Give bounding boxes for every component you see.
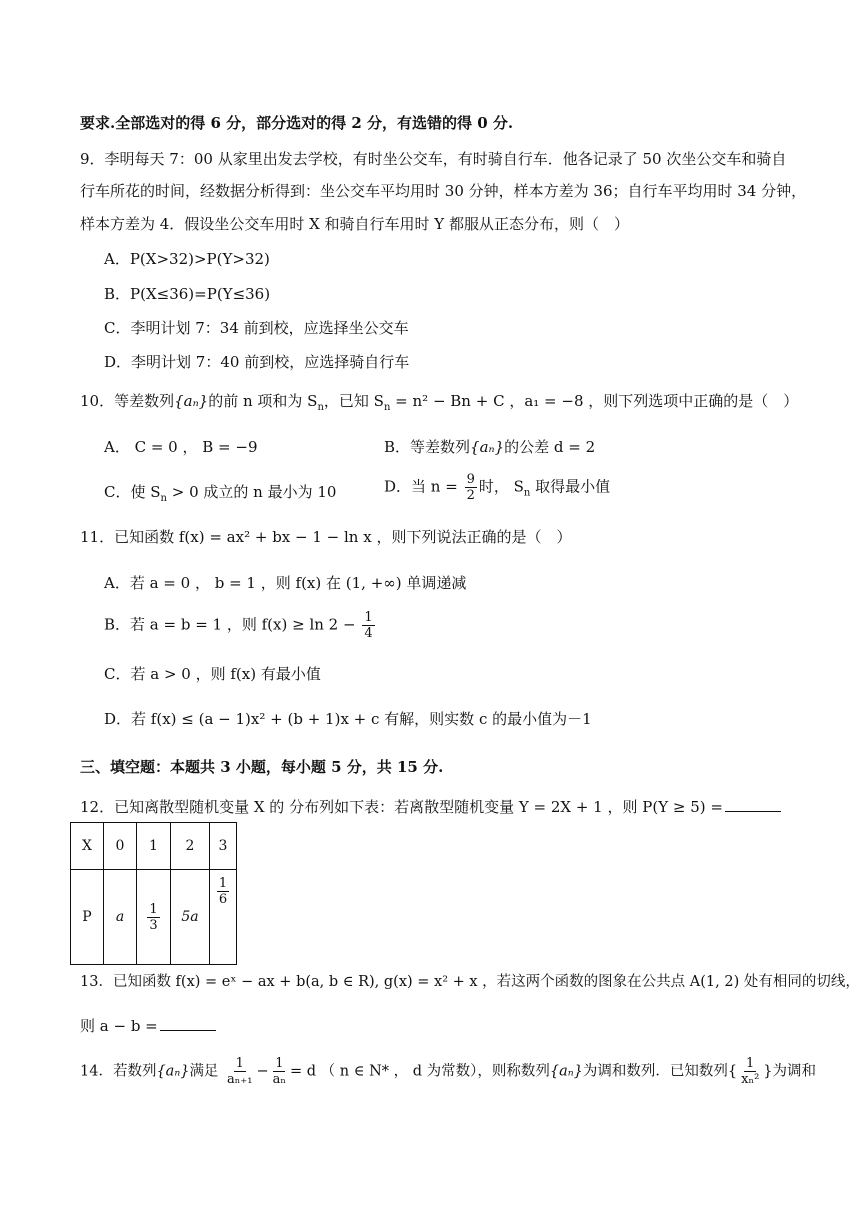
q10-stem: 10．等差数列{aₙ}的前 n 项和为 $S_n$，已知 $S_n = n^2 - Bn + C$ ，a₁ = −8 ，则下列选项中正确的是（ ）	[80, 392, 799, 413]
q9-option-c: C．李明计划 7：34 前到校，应选择坐公交车	[104, 319, 409, 337]
table-cell: X	[71, 823, 104, 870]
table-cell: $\frac{1}{3}$	[137, 870, 171, 965]
q13-line-1: 13．已知函数 f(x) = eˣ − ax + b(a, b ∈ R), g(x) = x² + x ，若这两个函数的图象在公共点 A(1, 2) 处有相同的切线，	[80, 974, 860, 990]
q10-option-a: A． C = 0 ， B = −9	[104, 438, 258, 456]
q12-stem: 12．已知离散型随机变量 X 的 分布列如下表：若离散型随机变量 Y = 2X + 1 ，则 P(Y ≥ 5) =	[80, 797, 781, 817]
table-cell: 5a	[171, 870, 210, 965]
section-3-heading: 三、填空题：本题共 3 小题，每小题 5 分，共 15 分.	[80, 758, 444, 776]
q9-option-b: B．P(X≤36)=P(Y≤36)	[104, 285, 271, 303]
table-cell: 2	[171, 823, 210, 870]
q10-option-c: C．使 $S_n > 0$ 成立的 n 最小为 10	[104, 483, 337, 504]
fraction-1-over-x-n-squared: $\frac{1}{\text{xₙ²}}$	[741, 1056, 760, 1087]
q9-line-3: 样本方差为 4．假设坐公交车用时 X 和骑自行车用时 Y 都服从正态分布，则（ ）	[80, 215, 629, 233]
answer-blank	[160, 1016, 216, 1031]
scoring-requirement: 要求.全部选对的得 6 分，部分选对的得 2 分，有选错的得 0 分.	[80, 114, 514, 132]
fraction-1-over-4: $\frac{1}{4}$	[364, 610, 373, 641]
table-cell: a	[104, 870, 137, 965]
fraction-1-over-a-n-plus-1: $\frac{1}{\text{aₙ₊₁}}$	[227, 1056, 253, 1087]
q14-stem: 14．若数列{aₙ}满足 $\frac{1}{\text{aₙ₊₁}}$ − $\frac{1}{\text{aₙ}}$ = d （ n ∈ N* ， d 为常数），则称数列{aₙ}为调和数列．已知数列{ $\frac{1}{\text{xₙ²}}$ }为调和	[80, 1056, 817, 1087]
table-cell: 0	[104, 823, 137, 870]
q11-option-d: D．若 f(x) ≤ (a − 1)x² + (b + 1)x + c 有解，则实数 c 的最小值为－1	[104, 710, 592, 728]
q10-option-d: D．当 n = $\frac{9}{2}$ 时， $S_n$ 取得最小值	[384, 472, 611, 503]
q10-option-b: B．等差数列{aₙ}的公差 d = 2	[384, 438, 596, 456]
q9-line-2: 行车所花的时间，经数据分析得到：坐公交车平均用时 30 分钟，样本方差为 36；自行车平均用时 34 分钟，	[80, 182, 807, 200]
q11-option-a: A．若 a = 0 ， b = 1 ，则 f(x) 在 (1, +∞) 单调递减	[104, 574, 467, 592]
fraction-9-over-2: $\frac{9}{2}$	[466, 472, 475, 503]
q9-line-1: 9．李明每天 7：00 从家里出发去学校，有时坐公交车，有时骑自行车．他各记录了 50 次坐公交车和骑自	[80, 150, 787, 168]
answer-blank	[725, 797, 781, 812]
table-cell: $\frac{1}{6}$	[210, 870, 237, 965]
table-cell: 3	[210, 823, 237, 870]
fraction-1-over-a-n: $\frac{1}{\text{aₙ}}$	[272, 1056, 287, 1087]
q9-option-a: A．P(X>32)>P(Y>32)	[104, 250, 270, 268]
seq-a-symbol: {aₙ}	[174, 392, 209, 410]
q9-option-d: D．李明计划 7：40 前到校，应选择骑自行车	[104, 353, 410, 371]
q11-option-b: B．若 a = b = 1 ，则 f(x) ≥ ln 2 − $\frac{1}{4}$	[104, 610, 373, 641]
distribution-table	[70, 822, 237, 965]
table-cell: P	[71, 870, 104, 965]
q11-option-c: C．若 a > 0 ，则 f(x) 有最小值	[104, 665, 321, 683]
q13-line-2: 则 a − b =	[80, 1016, 216, 1036]
table-cell: 1	[137, 823, 171, 870]
q11-stem: 11．已知函数 f(x) = ax² + bx − 1 − ln x ，则下列说法正确的是（ ）	[80, 528, 572, 546]
